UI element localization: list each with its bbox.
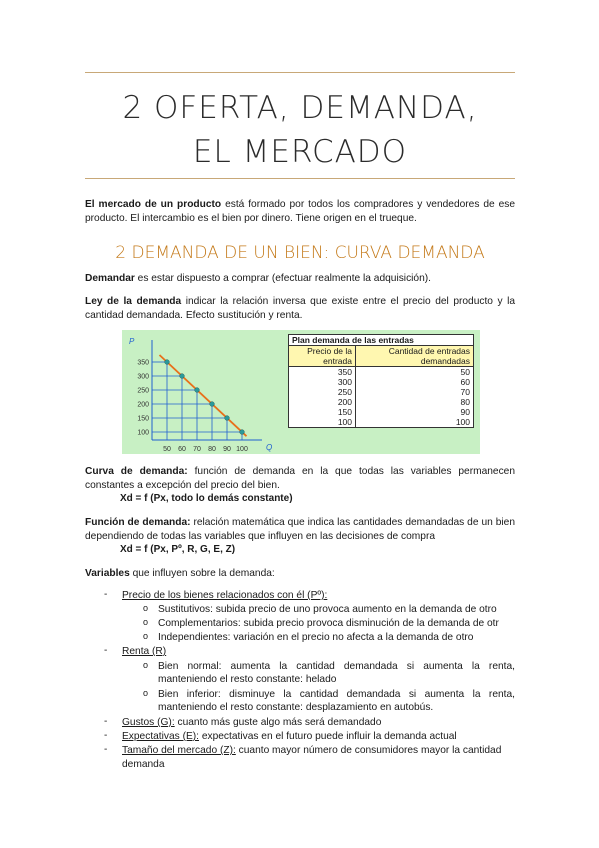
table-cell: 350 xyxy=(289,367,356,378)
precio-sub-1: Sustitutivos: subida precio de uno provoca aumento en la demanda de otro xyxy=(158,604,497,615)
title-line-1: 2 OFERTA, DEMANDA, xyxy=(122,90,478,126)
funcion-bold: Función de demanda: xyxy=(85,517,191,528)
table-cell: 90 xyxy=(356,407,474,417)
x-tick-label: 100 xyxy=(236,446,248,453)
intro-text: está formado por todos los compradores y vendedores de ese producto. El intercambio es el bien por dinero. Tiene origen en el trueque. xyxy=(85,199,515,224)
circle-bullet: o xyxy=(143,617,149,627)
table-cell: 150 xyxy=(289,407,356,417)
demand-schedule-table xyxy=(288,334,474,428)
demandar-text: es estar dispuesto a comprar (efectuar realmente la adquisición). xyxy=(134,273,431,284)
x-axis-label: Q xyxy=(266,443,273,452)
table-cell: 70 xyxy=(356,387,474,397)
x-tick-label: 50 xyxy=(163,446,171,453)
intro-bold: El mercado de un producto xyxy=(85,199,222,210)
table-header-quantity: Cantidad de entradas demandadas xyxy=(356,346,474,367)
dash-bullet: - xyxy=(104,645,108,656)
x-tick-label: 80 xyxy=(208,446,216,453)
precio-sub-2: Complementarios: subida precio provoca disminución de la demanda de otr xyxy=(158,618,499,629)
y-tick-label: 350 xyxy=(137,359,149,367)
y-tick-label: 300 xyxy=(137,373,149,381)
circle-bullet: o xyxy=(143,660,149,670)
dash-bullet: - xyxy=(104,589,108,600)
table-cell: 300 xyxy=(289,377,356,387)
circle-bullet: o xyxy=(143,603,149,613)
page-title xyxy=(85,86,515,174)
dash-bullet: - xyxy=(104,716,108,727)
y-tick-label: 100 xyxy=(137,429,149,437)
curva-formula: Xd = f (Px, todo lo demás constante) xyxy=(120,493,293,504)
top-rule xyxy=(85,72,515,73)
precio-sub-3: Independientes: variación en el precio no afecta a la demanda de otro xyxy=(158,632,474,643)
expectativas-item: Expectativas (E): expectativas en el futuro puede influir la demanda actual xyxy=(122,731,457,742)
curva-paragraph xyxy=(85,465,515,493)
circle-bullet: o xyxy=(143,631,149,641)
tamano-item-line-2: demanda xyxy=(122,759,165,770)
table-cell: 100 xyxy=(356,417,474,428)
table-cell: 200 xyxy=(289,397,356,407)
ley-paragraph xyxy=(85,295,515,323)
demand-curve xyxy=(160,355,247,436)
data-point xyxy=(240,430,245,435)
data-point xyxy=(180,374,185,379)
section-heading: 2 DEMANDA DE UN BIEN: CURVA DEMANDA xyxy=(115,243,485,263)
x-tick-label: 90 xyxy=(223,446,231,453)
table-cell: 80 xyxy=(356,397,474,407)
demand-chart xyxy=(122,330,282,454)
gustos-item: Gustos (G): cuanto más guste algo más será demandado xyxy=(122,717,382,728)
renta-normal-line-2: manteniendo el resto constante: helado xyxy=(158,674,337,685)
renta-inferior-line-2: manteniendo el resto constante: desplazamiento en autobús. xyxy=(158,702,434,713)
ley-text: indicar la relación inversa que existe entre el precio del producto y la cantidad demandada. Efecto sustitución y renta. xyxy=(85,296,515,321)
funcion-text: relación matemática que indica las cantidades demandadas de un bien dependiendo de todas las variables que influyen en las decisiones de compra xyxy=(85,517,515,542)
table-header-price: Precio de la entrada xyxy=(289,346,356,367)
data-point xyxy=(195,388,200,393)
data-point xyxy=(210,402,215,407)
table-cell: 250 xyxy=(289,387,356,397)
demandar-paragraph xyxy=(85,272,515,286)
tamano-item: Tamaño del mercado (Z): cuanto mayor número de consumidores mayor la cantidad xyxy=(122,745,502,756)
funcion-paragraph xyxy=(85,516,515,544)
curva-text: función de demanda en la que todas las variables permanecen constantes a excepción del precio del bien. xyxy=(85,466,516,491)
y-axis-label: P xyxy=(129,337,135,346)
variables-text: que influyen sobre la demanda: xyxy=(129,568,275,579)
precio-label: Precio de los bienes relacionados con él (Pº): xyxy=(122,590,328,601)
table-caption: Plan demanda de las entradas xyxy=(289,335,474,346)
y-tick-label: 200 xyxy=(137,401,149,409)
variables-paragraph xyxy=(85,567,515,581)
bottom-rule xyxy=(85,178,515,179)
ley-bold: Ley de la demanda xyxy=(85,296,182,307)
intro-paragraph xyxy=(85,198,515,226)
dash-bullet: - xyxy=(104,730,108,741)
curva-bold: Curva de demanda: xyxy=(85,466,188,477)
renta-label: Renta (R) xyxy=(122,646,167,657)
demand-figure xyxy=(122,330,480,454)
y-tick-label: 250 xyxy=(137,387,149,395)
y-tick-label: 150 xyxy=(137,415,149,423)
data-point xyxy=(225,416,230,421)
x-tick-label: 60 xyxy=(178,446,186,453)
title-line-2: EL MERCADO xyxy=(192,134,408,170)
table-cell: 60 xyxy=(356,377,474,387)
x-tick-label: 70 xyxy=(193,446,201,453)
circle-bullet: o xyxy=(143,688,149,698)
table-cell: 100 xyxy=(289,417,356,428)
variables-bold: Variables xyxy=(85,568,130,579)
table-cell: 50 xyxy=(356,367,474,378)
renta-inferior-line-1: Bien inferior: disminuye la cantidad demandada si aumenta la renta, xyxy=(158,689,515,700)
data-point xyxy=(165,360,170,365)
demandar-bold: Demandar xyxy=(85,273,135,284)
renta-normal-line-1: Bien normal: aumenta la cantidad demandada si aumenta la renta, xyxy=(158,661,515,672)
dash-bullet: - xyxy=(104,744,108,755)
funcion-formula: Xd = f (Px, Pº, R, G, E, Z) xyxy=(120,544,236,555)
